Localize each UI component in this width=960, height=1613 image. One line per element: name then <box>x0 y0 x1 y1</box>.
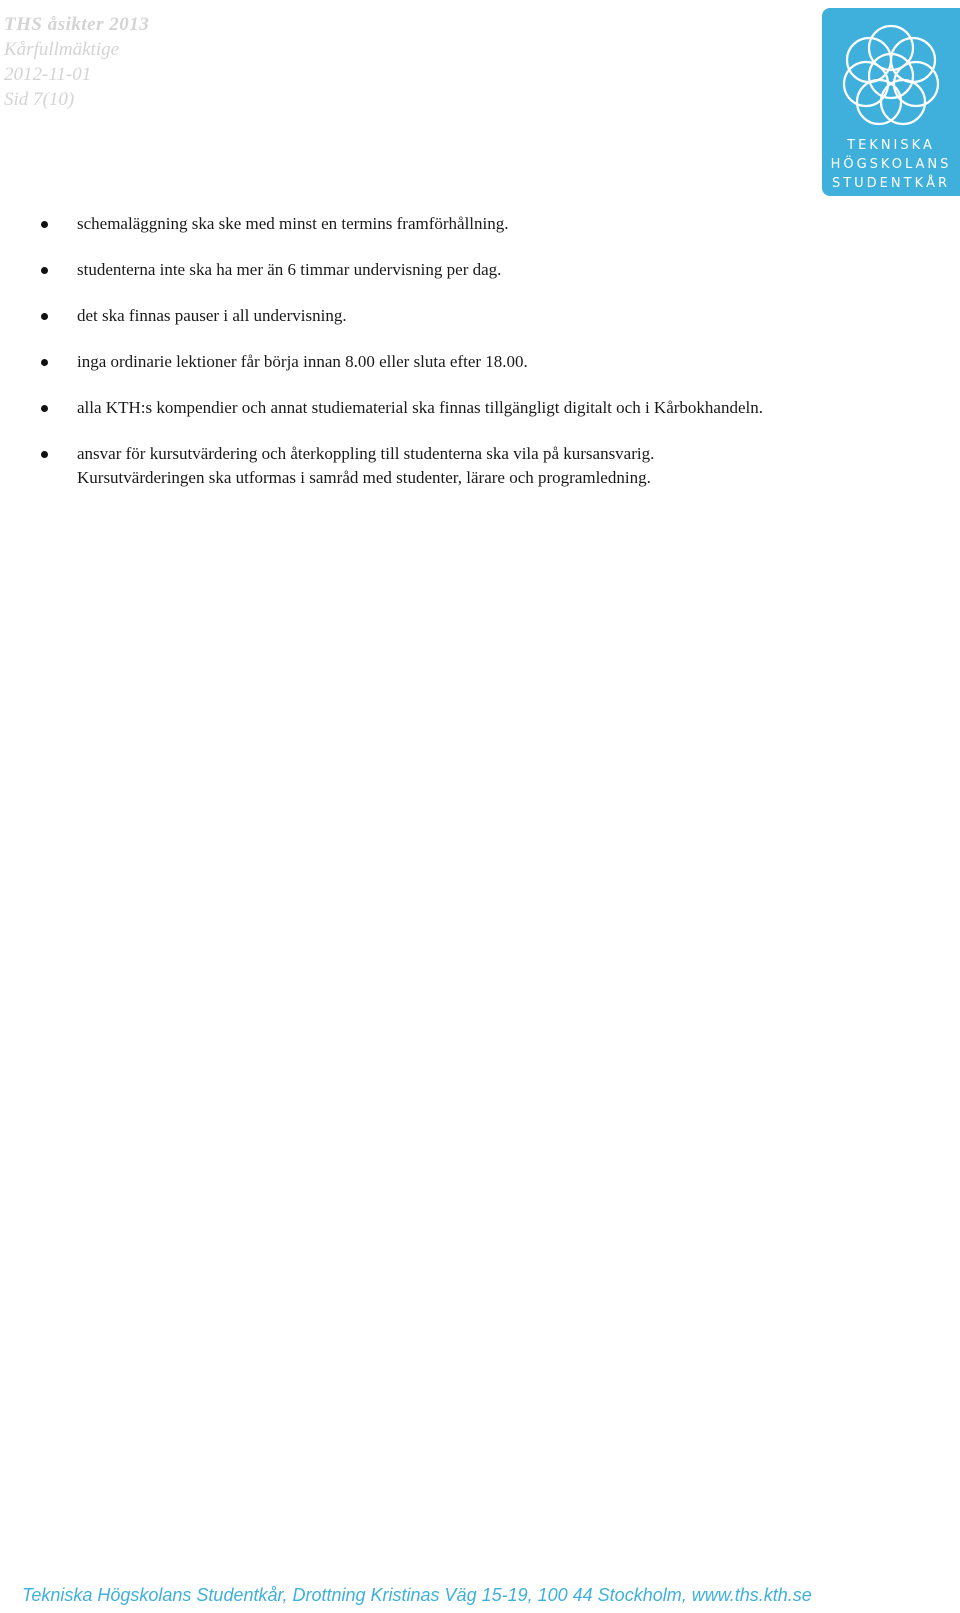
list-item-text: det ska finnas pauser i all undervisning. <box>77 306 347 325</box>
header-title: THS åsikter 2013 <box>4 14 150 35</box>
list-item <box>36 350 776 374</box>
list-item-text: alla KTH:s kompendier och annat studiematerial ska finnas tillgängligt digitalt och i Kårbokhandeln. <box>77 398 763 417</box>
list-item-text: schemaläggning ska ske med minst en termins framförhållning. <box>77 214 509 233</box>
bullet-icon <box>41 267 48 274</box>
list-item-text: inga ordinarie lektioner får börja innan 8.00 eller sluta efter 18.00. <box>77 352 528 371</box>
header-date: 2012-11-01 <box>4 64 92 85</box>
header-page-number: Sid 7(10) <box>4 89 75 110</box>
list-item <box>36 396 776 420</box>
list-item <box>36 442 776 490</box>
header-subtitle: Kårfullmäktige <box>4 39 120 60</box>
ths-logo <box>822 8 960 196</box>
logo-line-2: HÖGSKOLANS <box>830 157 952 172</box>
logo-line-1: TEKNISKA <box>847 138 935 153</box>
interlocking-rings-icon <box>836 22 946 130</box>
list-item-text: ansvar för kursutvärdering och återkoppling till studenterna ska vila på kursansvarig. Kursutvärderingen ska utformas i samråd med studenter, lärare och programledning. <box>77 444 655 487</box>
bullet-list <box>36 212 776 490</box>
bullet-icon <box>41 221 48 228</box>
list-item <box>36 212 776 236</box>
document-body <box>36 212 776 512</box>
bullet-icon <box>41 405 48 412</box>
document-header <box>4 12 149 112</box>
bullet-icon <box>41 313 48 320</box>
logo-line-3: STUDENTKÅR <box>831 176 951 191</box>
logo-wordmark <box>822 136 960 193</box>
page-footer: Tekniska Högskolans Studentkår, Drottning Kristinas Väg 15-19, 100 44 Stockholm, www.ths.kth.se <box>22 1585 812 1605</box>
list-item-text: studenterna inte ska ha mer än 6 timmar undervisning per dag. <box>77 260 502 279</box>
list-item <box>36 304 776 328</box>
bullet-icon <box>41 451 48 458</box>
bullet-icon <box>41 359 48 366</box>
list-item <box>36 258 776 282</box>
